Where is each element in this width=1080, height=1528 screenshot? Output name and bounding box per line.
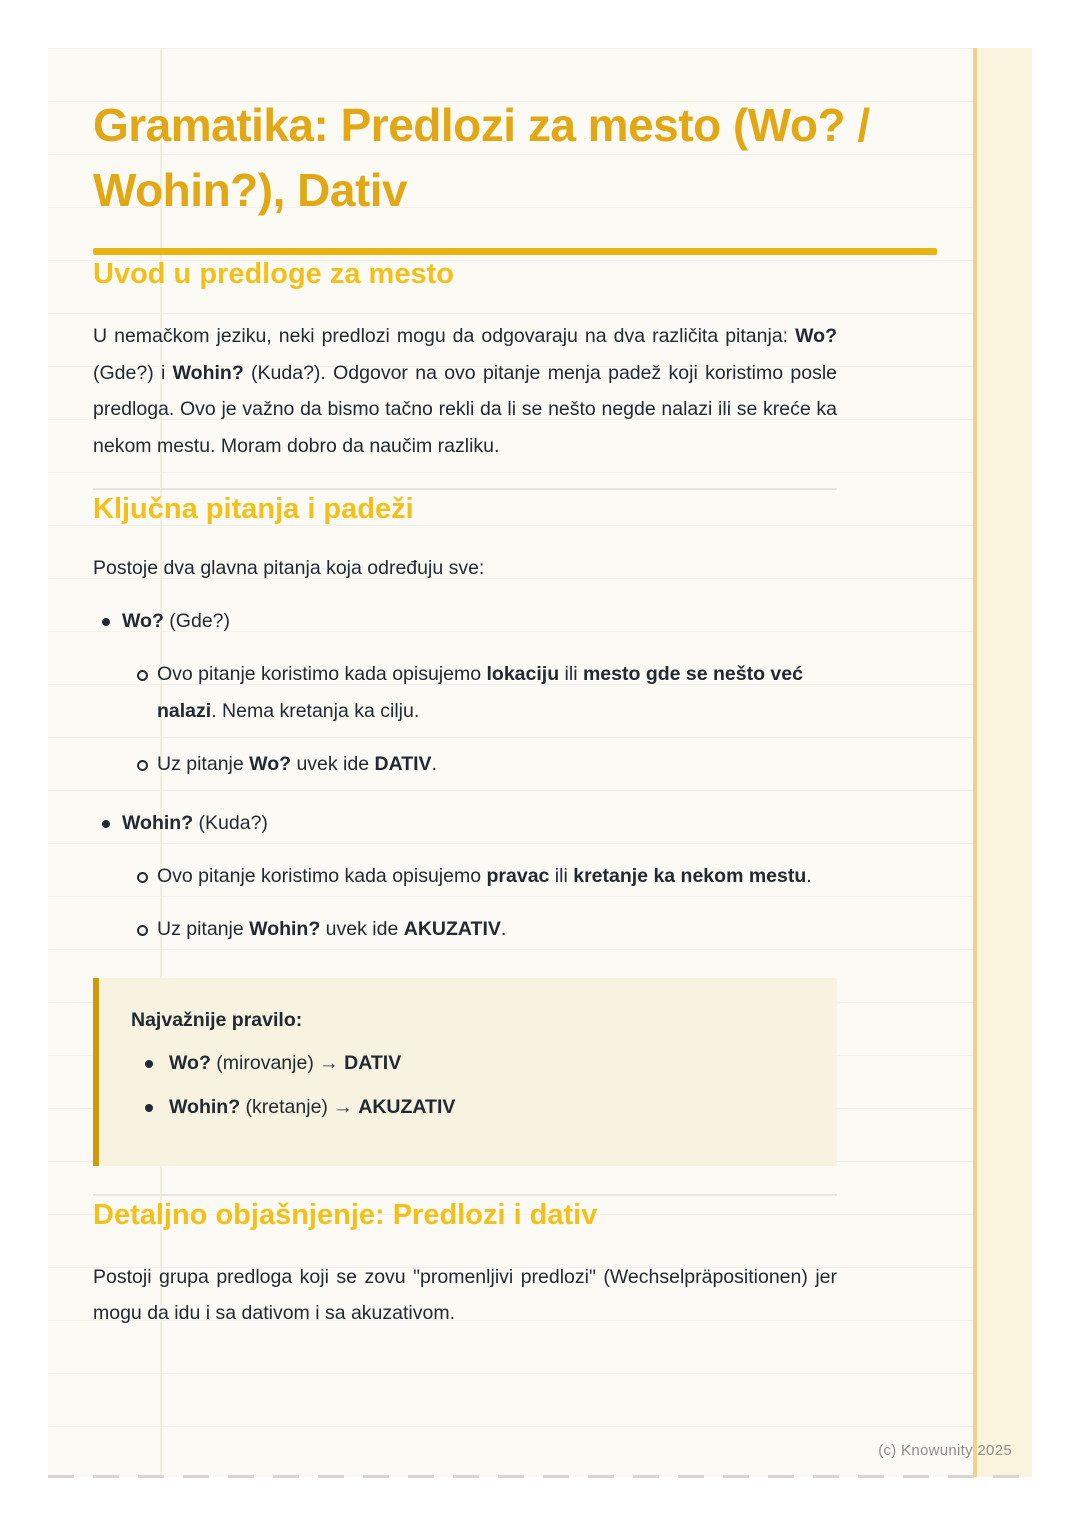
questions-lead-text: Postoje dva glavna pitanja koja određuju sve: bbox=[93, 557, 485, 579]
bullet-circle-icon bbox=[137, 760, 148, 771]
section-heading-detail: Detaljno objašnjenje: Predlozi i dativ bbox=[93, 1198, 598, 1231]
key-rule-callout bbox=[93, 978, 837, 1166]
list-subitem-text: Ovo pitanje koristimo kada opisujemo lokaciju ili mesto gde se nešto već nalazi. Nema kretanja ka cilju. bbox=[157, 662, 803, 722]
bullet-circle-icon bbox=[137, 872, 148, 883]
list-item bbox=[93, 805, 837, 842]
bullet-circle-icon bbox=[137, 670, 148, 681]
list-item-label: Wo? (Gde?) bbox=[122, 609, 230, 632]
title-underline-rule bbox=[93, 248, 937, 255]
questions-list bbox=[93, 603, 837, 948]
list-item-label: Wohin? (Kuda?) bbox=[122, 811, 268, 834]
page-bottom-dashed-edge bbox=[48, 1475, 1032, 1478]
right-accent-stripe bbox=[973, 48, 1032, 1477]
list-subitem-text: Uz pitanje Wo? uvek ide DATIV. bbox=[157, 752, 437, 775]
callout-item-text: Wohin? (kretanje) → AKUZATIV bbox=[169, 1095, 456, 1118]
bullet-circle-icon bbox=[137, 925, 148, 936]
note-page-card bbox=[48, 48, 1032, 1477]
section-intro bbox=[93, 255, 937, 464]
list-subitem-text: Ovo pitanje koristimo kada opisujemo pravac ili kretanje ka nekom mestu. bbox=[157, 864, 812, 887]
bullet-dot-icon bbox=[102, 820, 110, 828]
list-subitem bbox=[93, 656, 837, 730]
bullet-dot-icon bbox=[102, 618, 110, 626]
detail-paragraph: Postoji grupa predloga koji se zovu "promenljivi predlozi" (Wechselpräpositionen) jer mogu da idu i sa dativom i sa akuzativom. bbox=[93, 1265, 837, 1324]
page-title: Gramatika: Predlozi za mesto (Wo? / Wohin?), Dativ bbox=[93, 99, 870, 216]
section-detail bbox=[93, 1196, 937, 1332]
list-item bbox=[93, 603, 837, 640]
callout-item-text: Wo? (mirovanje) → DATIV bbox=[169, 1051, 402, 1074]
callout-title: Najvažnije pravilo: bbox=[131, 1008, 303, 1031]
intro-paragraph: U nemačkom jeziku, neki predlozi mogu da odgovaraju na dva različita pitanja: Wo? (Gde?) i Wohin? (Kuda?). Odgovor na ovo pitanje menja padež koji koristimo posle predloga. Ovo je važno da bismo tačno rekli da li se nešto negde nalazi ili se kreće ka nekom mestu. Moram dobro da naučim razliku. bbox=[93, 325, 838, 457]
list-subitem bbox=[93, 858, 837, 895]
list-subitem-text: Uz pitanje Wohin? uvek ide AKUZATIV. bbox=[157, 917, 507, 940]
copyright-note: (c) Knowunity 2025 bbox=[878, 1442, 1012, 1459]
section-questions bbox=[93, 490, 937, 948]
callout-item bbox=[131, 1045, 801, 1082]
section-heading-intro: Uvod u predloge za mesto bbox=[93, 258, 454, 290]
bullet-dot-icon bbox=[145, 1060, 153, 1068]
bullet-dot-icon bbox=[145, 1104, 153, 1112]
list-subitem bbox=[93, 911, 837, 948]
document-content bbox=[93, 48, 937, 1332]
callout-item bbox=[131, 1089, 801, 1126]
list-subitem bbox=[93, 746, 837, 783]
section-heading-questions: Ključna pitanja i padeži bbox=[93, 493, 414, 525]
